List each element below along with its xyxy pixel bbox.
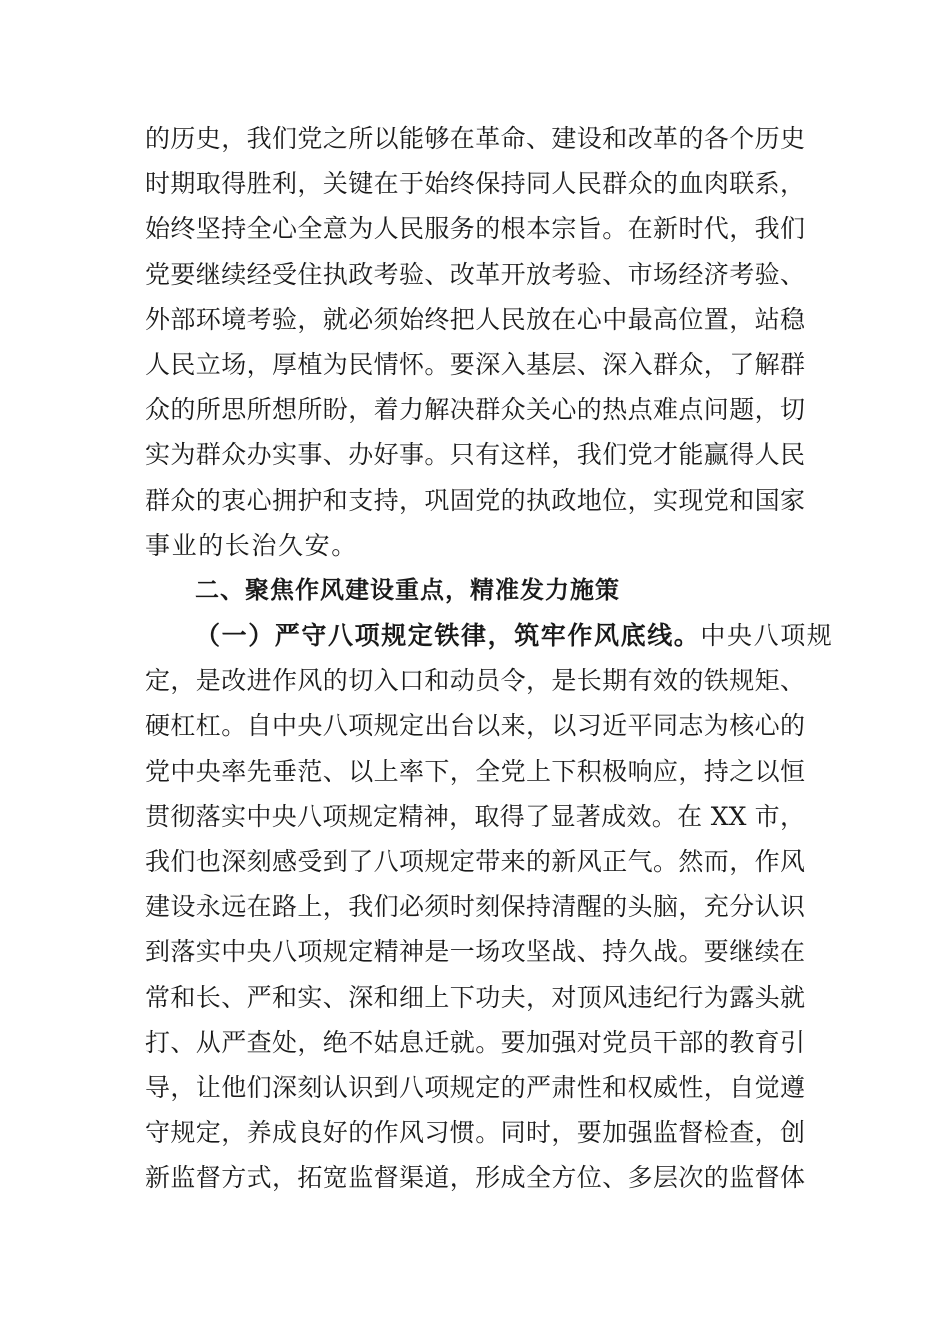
sub-heading-line xyxy=(145,613,834,658)
sub-heading: （一）严守八项规定铁律，筑牢作风底线。 xyxy=(195,621,701,651)
paragraph-line: 外部环境考验，就必须始终把人民放在心中最高位置，站稳 xyxy=(145,304,805,334)
paragraph-line: 人民立场，厚植为民情怀。要深入基层、深入群众，了解群 xyxy=(145,349,805,379)
paragraph-line: 党要继续经受住执政考验、改革开放考验、市场经济考验、 xyxy=(145,259,805,289)
paragraph-line: 打、从严查处，绝不姑息迁就。要加强对党员干部的教育引 xyxy=(145,1027,805,1057)
paragraph-line: 群众的衷心拥护和支持，巩固党的执政地位，实现党和国家 xyxy=(145,485,805,515)
paragraph-line: 新监督方式，拓宽监督渠道，形成全方位、多层次的监督体 xyxy=(145,1163,805,1193)
paragraph-line: 的历史，我们党之所以能够在革命、建设和改革的各个历史 xyxy=(145,124,805,153)
paragraph-line: 贯彻落实中央八项规定精神，取得了显著成效。在 XX 市， xyxy=(145,801,805,831)
paragraph-line: 党中央率先垂范、以上率下，全党上下积极响应，持之以恒 xyxy=(145,756,805,786)
paragraph-text: 中央八项规 xyxy=(700,621,834,651)
section-heading: 二、聚焦作风建设重点，精准发力施策 xyxy=(195,575,620,604)
paragraph-line: 硬杠杠。自中央八项规定出台以来，以习近平同志为核心的 xyxy=(145,711,805,741)
paragraph-line: 始终坚持全心全意为人民服务的根本宗旨。在新时代，我们 xyxy=(145,214,805,244)
paragraph-line: 时期取得胜利，关键在于始终保持同人民群众的血肉联系， xyxy=(145,169,805,199)
document-body xyxy=(145,116,834,1201)
paragraph-line: 建设永远在路上，我们必须时刻保持清醒的头脑，充分认识 xyxy=(145,892,805,922)
paragraph-line: 守规定，养成良好的作风习惯。同时，要加强监督检查，创 xyxy=(145,1118,805,1148)
paragraph-line-last: 事业的长治久安。 xyxy=(145,530,358,560)
paragraph-line: 我们也深刻感受到了八项规定带来的新风正气。然而，作风 xyxy=(145,847,805,876)
paragraph-line: 到落实中央八项规定精神是一场攻坚战、持久战。要继续在 xyxy=(145,937,805,967)
paragraph-line: 导，让他们深刻认识到八项规定的严肃性和权威性，自觉遵 xyxy=(145,1072,805,1102)
paragraph-line: 常和长、严和实、深和细上下功夫，对顶风违纪行为露头就 xyxy=(145,982,805,1012)
paragraph-line: 实为群众办实事、办好事。只有这样，我们党才能赢得人民 xyxy=(145,440,805,470)
paragraph-line: 众的所思所想所盼，着力解决群众关心的热点难点问题，切 xyxy=(145,395,805,425)
paragraph-line: 定，是改进作风的切入口和动员令，是长期有效的铁规矩、 xyxy=(145,666,805,696)
